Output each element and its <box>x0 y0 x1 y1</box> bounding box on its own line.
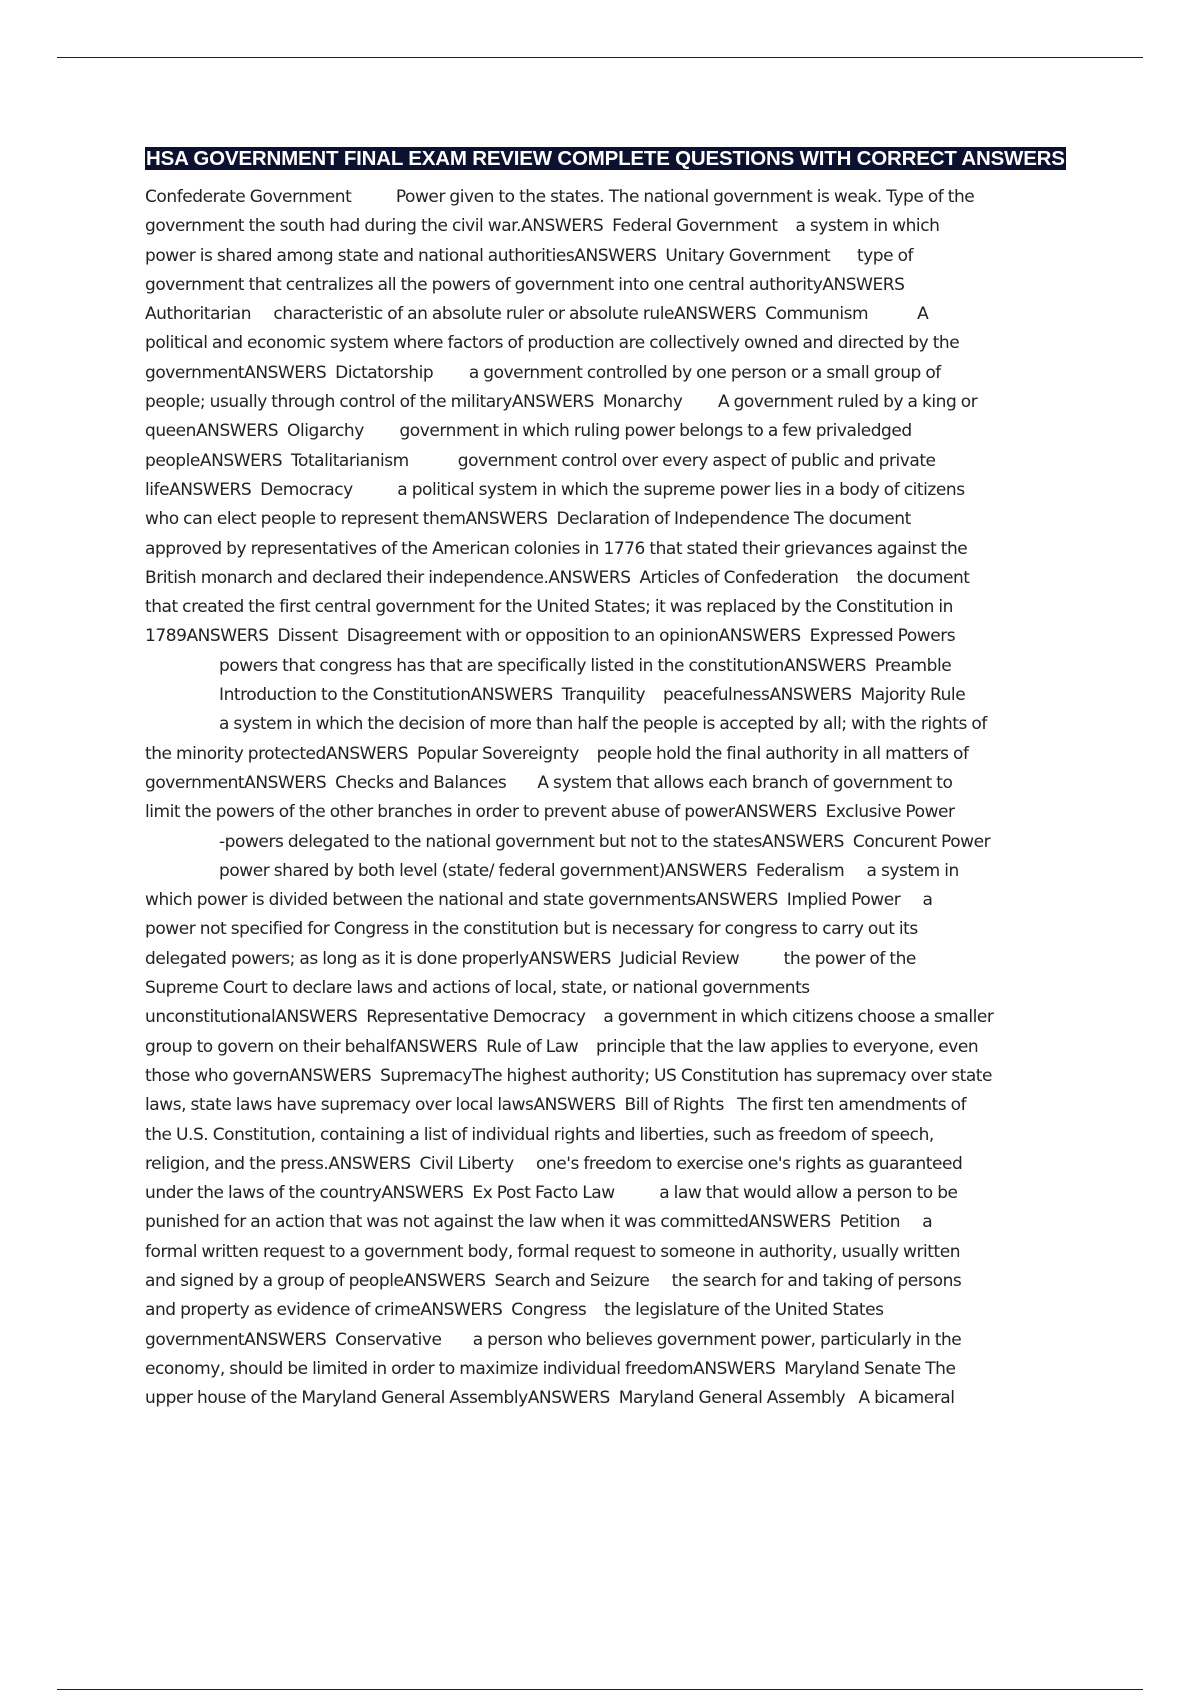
body-line: approved by representatives of the American colonies in 1776 that stated their grievances against the <box>145 538 968 559</box>
body-line: peopleANSWERS Totalitarianism government control over every aspect of public and private <box>145 450 936 471</box>
body-line: people; usually through control of the militaryANSWERS Monarchy A government ruled by a king or <box>145 392 978 413</box>
body-line: Introduction to the ConstitutionANSWERS Tranquility peacefulnessANSWERS Majority Rule <box>219 685 966 706</box>
document-title <box>145 145 1095 173</box>
body-line: governmentANSWERS Dictatorship a government controlled by one person or a small group of <box>145 362 941 383</box>
body-line: which power is divided between the national and state governmentsANSWERS Implied Power a <box>145 890 933 911</box>
body-line: Confederate Government Power given to the states. The national government is weak. Type of the <box>145 187 975 207</box>
body-line: power not specified for Congress in the constitution but is necessary for congress to carry out its <box>145 919 918 940</box>
header-rule <box>57 57 1143 58</box>
document-body <box>145 183 1095 1413</box>
body-line: group to govern on their behalfANSWERS Rule of Law principle that the law applies to everyone, even <box>145 1036 979 1057</box>
footer-rule <box>57 1689 1143 1690</box>
body-line: religion, and the press.ANSWERS Civil Liberty one's freedom to exercise one's rights as guaranteed <box>145 1153 963 1174</box>
body-line: queenANSWERS Oligarchy government in which ruling power belongs to a few privaledged <box>145 421 912 442</box>
body-line: the U.S. Constitution, containing a list of individual rights and liberties, such as freedom of speech, <box>145 1124 934 1145</box>
body-line: Authoritarian characteristic of an absolute ruler or absolute ruleANSWERS Communism A <box>145 304 929 325</box>
body-line: those who governANSWERS SupremacyThe highest authority; US Constitution has supremacy over state <box>145 1065 993 1086</box>
body-line: powers that congress has that are specifically listed in the constitutionANSWERS Preamble <box>219 655 952 676</box>
body-line: -powers delegated to the national government but not to the statesANSWERS Concurent Power <box>219 831 991 852</box>
body-line: British monarch and declared their independence.ANSWERS Articles of Confederation the document <box>145 567 970 588</box>
body-line: governmentANSWERS Conservative a person who believes government power, particularly in the <box>145 1329 962 1350</box>
body-line: limit the powers of the other branches in order to prevent abuse of powerANSWERS Exclusive Power <box>145 802 955 823</box>
body-line: Supreme Court to declare laws and actions of local, state, or national governments <box>145 978 810 999</box>
body-line: that created the first central government for the United States; it was replaced by the Constitution in <box>145 597 953 618</box>
body-line: unconstitutionalANSWERS Representative Democracy a government in which citizens choose a smaller <box>145 1007 994 1028</box>
body-line: laws, state laws have supremacy over local lawsANSWERS Bill of Rights The first ten amendments of <box>145 1095 967 1116</box>
body-line: lifeANSWERS Democracy a political system in which the supreme power lies in a body of citizens <box>145 479 965 500</box>
body-line: upper house of the Maryland General AssemblyANSWERS Maryland General Assembly A bicameral <box>145 1388 955 1409</box>
body-line: the minority protectedANSWERS Popular Sovereignty people hold the final authority in all matters of <box>145 743 969 764</box>
body-line: and property as evidence of crimeANSWERS Congress the legislature of the United States <box>145 1300 884 1321</box>
body-line: a system in which the decision of more than half the people is accepted by all; with the rights of <box>219 714 987 735</box>
body-line: power shared by both level (state/ federal government)ANSWERS Federalism a system in <box>219 860 959 881</box>
body-line: punished for an action that was not against the law when it was committedANSWERS Petition a <box>145 1212 933 1233</box>
body-line: who can elect people to represent themANSWERS Declaration of Independence The document <box>145 509 911 530</box>
document-title-text: HSA GOVERNMENT FINAL EXAM REVIEW COMPLETE QUESTIONS WITH CORRECT ANSWERS <box>146 147 1065 170</box>
body-line: under the laws of the countryANSWERS Ex Post Facto Law a law that would allow a person to be <box>145 1183 958 1204</box>
body-line: power is shared among state and national authoritiesANSWERS Unitary Government type of <box>145 245 914 266</box>
document-page <box>145 145 1095 1413</box>
body-line: 1789ANSWERS Dissent Disagreement with or opposition to an opinionANSWERS Expressed Powers <box>145 626 956 647</box>
body-line: economy, should be limited in order to maximize individual freedomANSWERS Maryland Senate The <box>145 1358 956 1379</box>
body-line: formal written request to a government body, formal request to someone in authority, usually written <box>145 1241 961 1262</box>
body-line: governmentANSWERS Checks and Balances A system that allows each branch of government to <box>145 772 953 793</box>
body-line: political and economic system where factors of production are collectively owned and directed by the <box>145 333 960 354</box>
body-line: government that centralizes all the powers of government into one central authorityANSWERS <box>145 274 905 295</box>
body-line: government the south had during the civil war.ANSWERS Federal Government a system in which <box>145 216 940 237</box>
body-line: delegated powers; as long as it is done properlyANSWERS Judicial Review the power of the <box>145 948 916 969</box>
body-line: and signed by a group of peopleANSWERS Search and Seizure the search for and taking of persons <box>145 1270 962 1291</box>
